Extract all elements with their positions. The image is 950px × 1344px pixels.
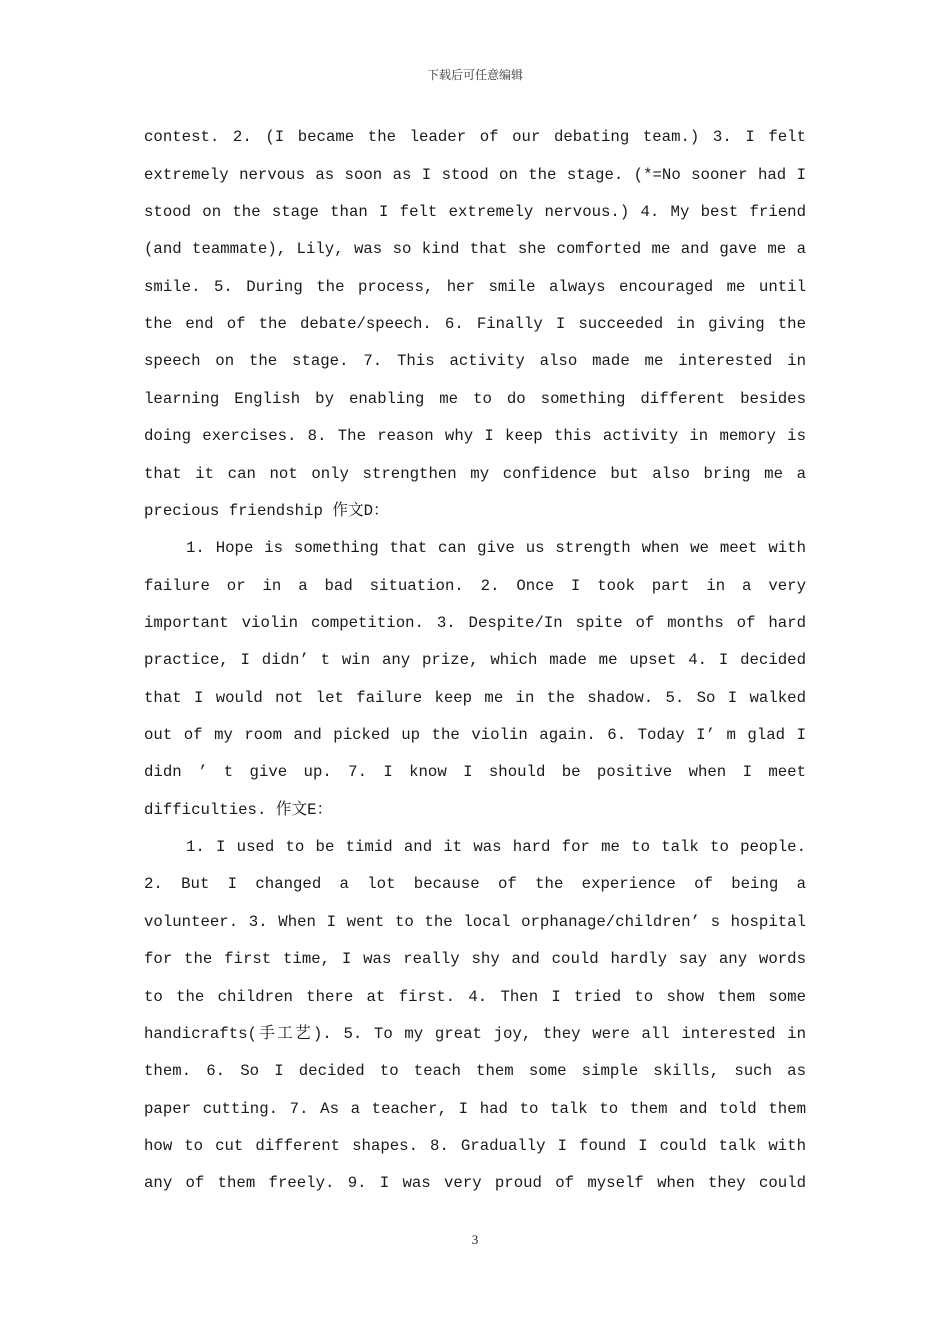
text-line: precious friendship 作文D： <box>144 501 389 520</box>
text-line: that it can not only strengthen my confidence but also bring me a <box>144 464 806 483</box>
text-line: difficulties. 作文E： <box>144 800 333 819</box>
text-line: stood on the stage than I felt extremely nervous.) 4. My best friend <box>144 203 806 222</box>
text-line: extremely nervous as soon as I stood on the stage. (*=No sooner had I <box>144 165 806 184</box>
text-line: doing exercises. 8. The reason why I keep this activity in memory is <box>144 427 806 446</box>
text-line: them. 6. So I decided to teach them some simple skills, such as <box>144 1062 806 1081</box>
text-line: (and teammate), Lily, was so kind that she comforted me and gave me a <box>144 240 806 259</box>
body-text <box>144 119 806 1202</box>
text-line: smile. 5. During the process, her smile always encouraged me until <box>144 277 806 296</box>
text-line: failure or in a bad situation. 2. Once I took part in a very <box>144 576 806 595</box>
text-line: volunteer. 3. When I went to the local orphanage/children’ s hospital <box>144 912 806 931</box>
text-line: important violin competition. 3. Despite/In spite of months of hard <box>144 613 806 632</box>
text-line: to the children there at first. 4. Then I tried to show them some <box>144 987 806 1006</box>
text-line: 1. I used to be timid and it was hard for me to talk to people. <box>186 838 806 857</box>
text-line: didn ’ t give up. 7. I know I should be positive when I meet <box>144 763 806 782</box>
text-line: 2. But I changed a lot because of the experience of being a <box>144 875 806 894</box>
text-line: 1. Hope is something that can give us strength when we meet with <box>186 539 806 558</box>
text-line: paper cutting. 7. As a teacher, I had to talk to them and told them <box>144 1099 806 1118</box>
text-line: that I would not let failure keep me in the shadow. 5. So I walked <box>144 688 806 707</box>
text-line: handicrafts(手工艺). 5. To my great joy, they were all interested in <box>144 1024 806 1043</box>
text-line: for the first time, I was really shy and could hardly say any words <box>144 950 806 969</box>
text-line: practice, I didn’ t win any prize, which made me upset 4. I decided <box>144 651 806 670</box>
text-line: how to cut different shapes. 8. Gradually I found I could talk with <box>144 1137 806 1155</box>
text-line: contest. 2. (I became the leader of our debating team.) 3. I felt <box>144 128 806 147</box>
page-number: 3 <box>471 1232 479 1247</box>
text-line: out of my room and picked up the violin again. 6. Today I’ m glad I <box>144 726 806 745</box>
page-header: 下载后可任意编辑 <box>426 68 523 82</box>
text-line: learning English by enabling me to do something different besides <box>144 389 806 408</box>
text-line: speech on the stage. 7. This activity also made me interested in <box>144 352 806 371</box>
text-line: any of them freely. 9. I was very proud of myself when they could <box>144 1174 806 1193</box>
text-line: the end of the debate/speech. 6. Finally I succeeded in giving the <box>144 315 806 334</box>
